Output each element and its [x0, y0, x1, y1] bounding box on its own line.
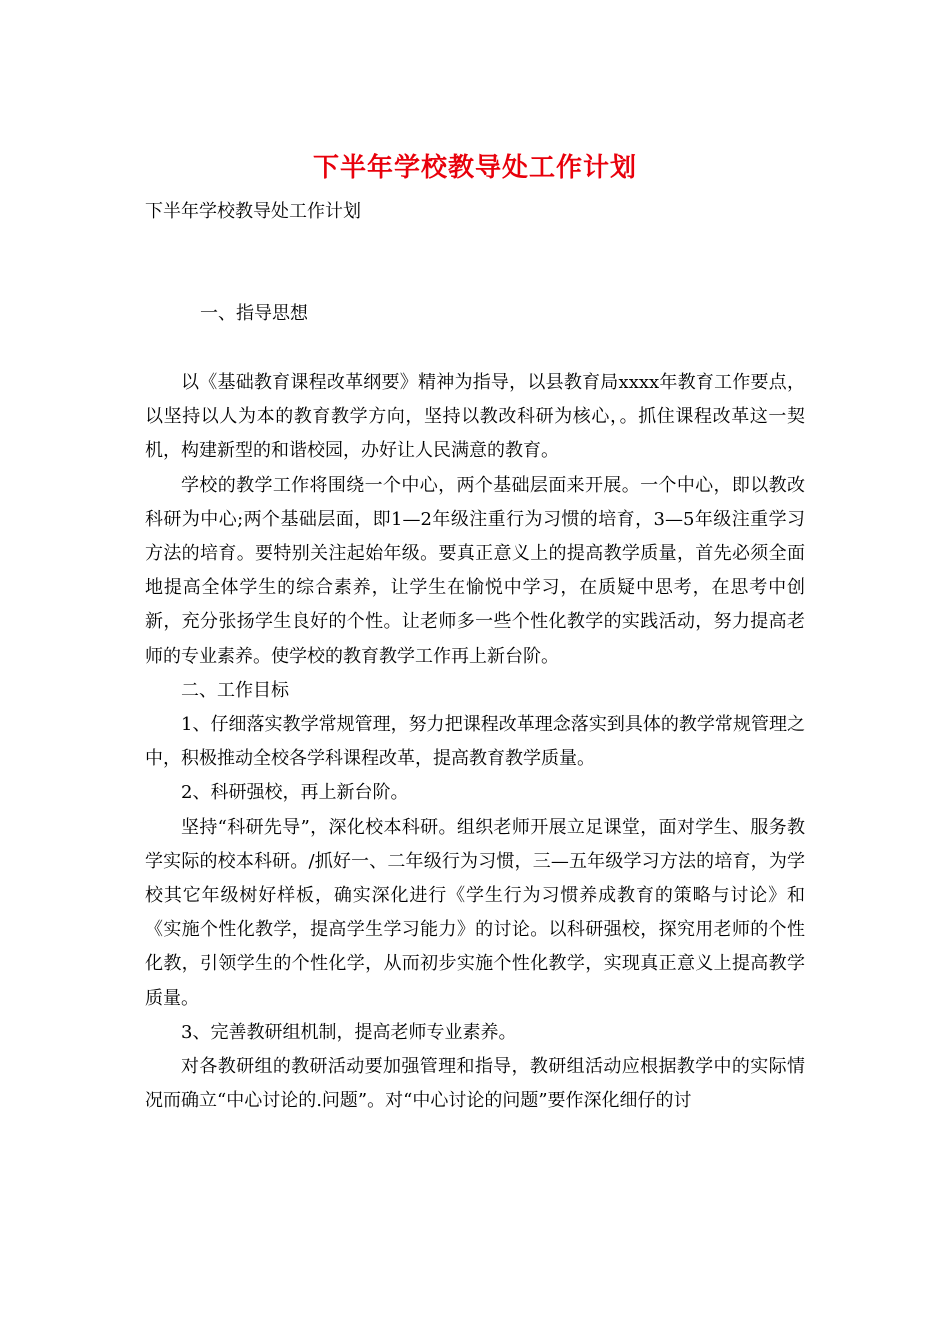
paragraph: 1、仔细落实教学常规管理，努力把课程改革理念落实到具体的教学常规管理之中，积极推动全校各学科课程改革，提高教育教学质量。 [145, 714, 805, 770]
section-heading-work-goals: 二、工作目标 [181, 679, 289, 701]
paragraph: 2、科研强校，再上新台阶。 [181, 782, 409, 804]
document-subtitle: 下半年学校教导处工作计划 [145, 201, 361, 222]
paragraph: 坚持“科研先导”，深化校本科研。组织老师开展立足课堂，面对学生、服务教学实际的校本科研。/抓好一、二年级行为习惯，三—五年级学习方法的培育，为学校其它年级树好样板，确实深化进行《学生行为习惯养成教育的策略与讨论》和《实施个性化教学，提高学生学习能力》的讨论。以科研强校，探究用老师的个性化教，引领学生的个性化学，从而初步实施个性化教学，实现真正意义上提高教学质量。 [145, 816, 805, 1009]
section-heading-guiding-ideology: 一、指导思想 [200, 303, 308, 324]
paragraph: 对各教研组的教研活动要加强管理和指导，教研组活动应根据教学中的实际情况而确立“中心讨论的.问题”。对“中心讨论的问题”要作深化细仔的讨 [145, 1056, 805, 1112]
paragraph: 3、完善教研组机制，提高老师专业素养。 [181, 1021, 517, 1043]
paragraph: 学校的教学工作将围绕一个中心，两个基础层面来开展。一个中心，即以教改科研为中心;两个基础层面，即1—2年级注重行为习惯的培育，3—5年级注重学习方法的培育。要特别关注起始年级。要真正意义上的提高教学质量，首先必须全面地提高全体学生的综合素养，让学生在愉悦中学习，在质疑中思考，在思考中创新，充分张扬学生良好的个性。让老师多一些个性化教学的实践活动，努力提高老师的专业素养。使学校的教育教学工作再上新台阶。 [145, 474, 805, 667]
document-title: 下半年学校教导处工作计划 [312, 153, 637, 183]
document-body [145, 366, 805, 1118]
paragraph: 以《基础教育课程改革纲要》精神为指导，以县教育局xxxx年教育工作要点，以坚持以人为本的教育教学方向，坚持以教改科研为核心，。抓住课程改革这一契机，构建新型的和谐校园，办好让人民满意的教育。 [145, 372, 805, 462]
